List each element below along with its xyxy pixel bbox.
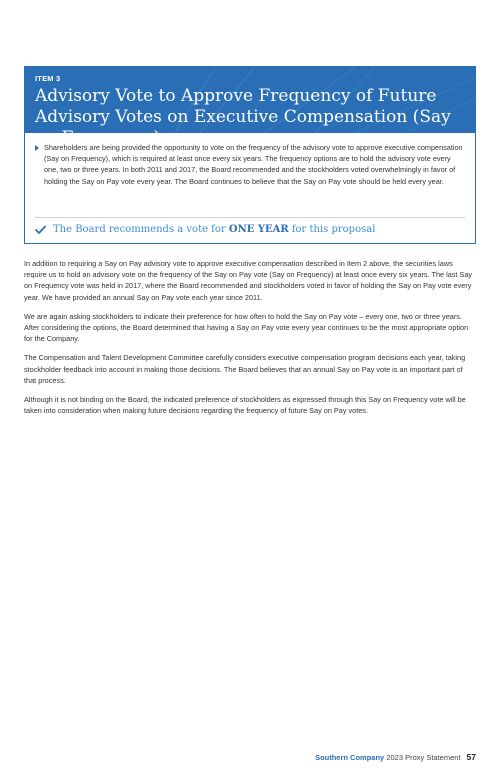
item-header: [25, 67, 475, 148]
triangle-bullet-icon: [35, 145, 39, 151]
divider: [35, 217, 465, 218]
page-footer: [315, 752, 476, 762]
recommendation-prefix: The Board recommends a vote for: [53, 224, 229, 235]
checkmark-icon: [35, 225, 46, 235]
footer-document: 2023 Proxy Statement: [384, 753, 461, 762]
item-3-box: [24, 66, 476, 244]
page-number: 57: [466, 752, 476, 762]
body-paragraph: In addition to requiring a Say on Pay advisory vote to approve executive compensation described in Item 2 above, the securities laws require us to hold an advisory vote on the frequency of the Say on Pay vote (Say on Frequency) at least once every six years. The last Say on Frequency vote was held in 2017, where the Board recommended and stockholders voted in favor of holding the Say on Pay vote every year. We have provided an annual Say on Pay vote each year since 2011.: [24, 259, 473, 302]
summary-bullet: [35, 142, 463, 187]
footer-company: Southern Company: [315, 753, 385, 762]
body-text: [24, 258, 476, 424]
summary-bullet-text: Shareholders are being provided the opportunity to vote on the frequency of the advisory vote to approve executive compensation (Say on Frequency), which is required at least once every six years. The frequency options are to hold the advisory vote every one, two or three years. In both 2011 and 2017, the Board recommended and the stockholders voted overwhelmingly in favor of holding the Say on Pay vote every year. The Board continues to believe that the Say on Pay vote should be held every year.: [44, 143, 463, 186]
recommendation-text: [53, 224, 375, 235]
item-title: Advisory Vote to Approve Frequency of Future Advisory Votes on Executive Compensation (Say on Frequency): [35, 86, 451, 148]
item-number-label: ITEM 3: [35, 74, 61, 83]
body-paragraph: Although it is not binding on the Board, the indicated preference of stockholders as expressed through this Say on Frequency vote will be taken into consideration when making future decisions regarding the frequency of future Say on Pay votes.: [24, 395, 466, 416]
body-paragraph: The Compensation and Talent Development Committee carefully considers executive compensation program decisions each year, taking stockholder feedback into account in making those decisions. The Board believes that an annual Say on Pay vote is an important part of that process.: [24, 353, 466, 385]
recommendation-suffix: for this proposal: [288, 224, 376, 235]
recommendation-emphasis: ONE YEAR: [228, 224, 289, 235]
board-recommendation: [35, 223, 465, 239]
body-paragraph: We are again asking stockholders to indicate their preference for how often to hold the Say on Pay vote – every one, two or three years. After considering the options, the Board determined that having a Say on Pay vote every year continues to be the most appropriate option for the Company.: [24, 311, 469, 344]
